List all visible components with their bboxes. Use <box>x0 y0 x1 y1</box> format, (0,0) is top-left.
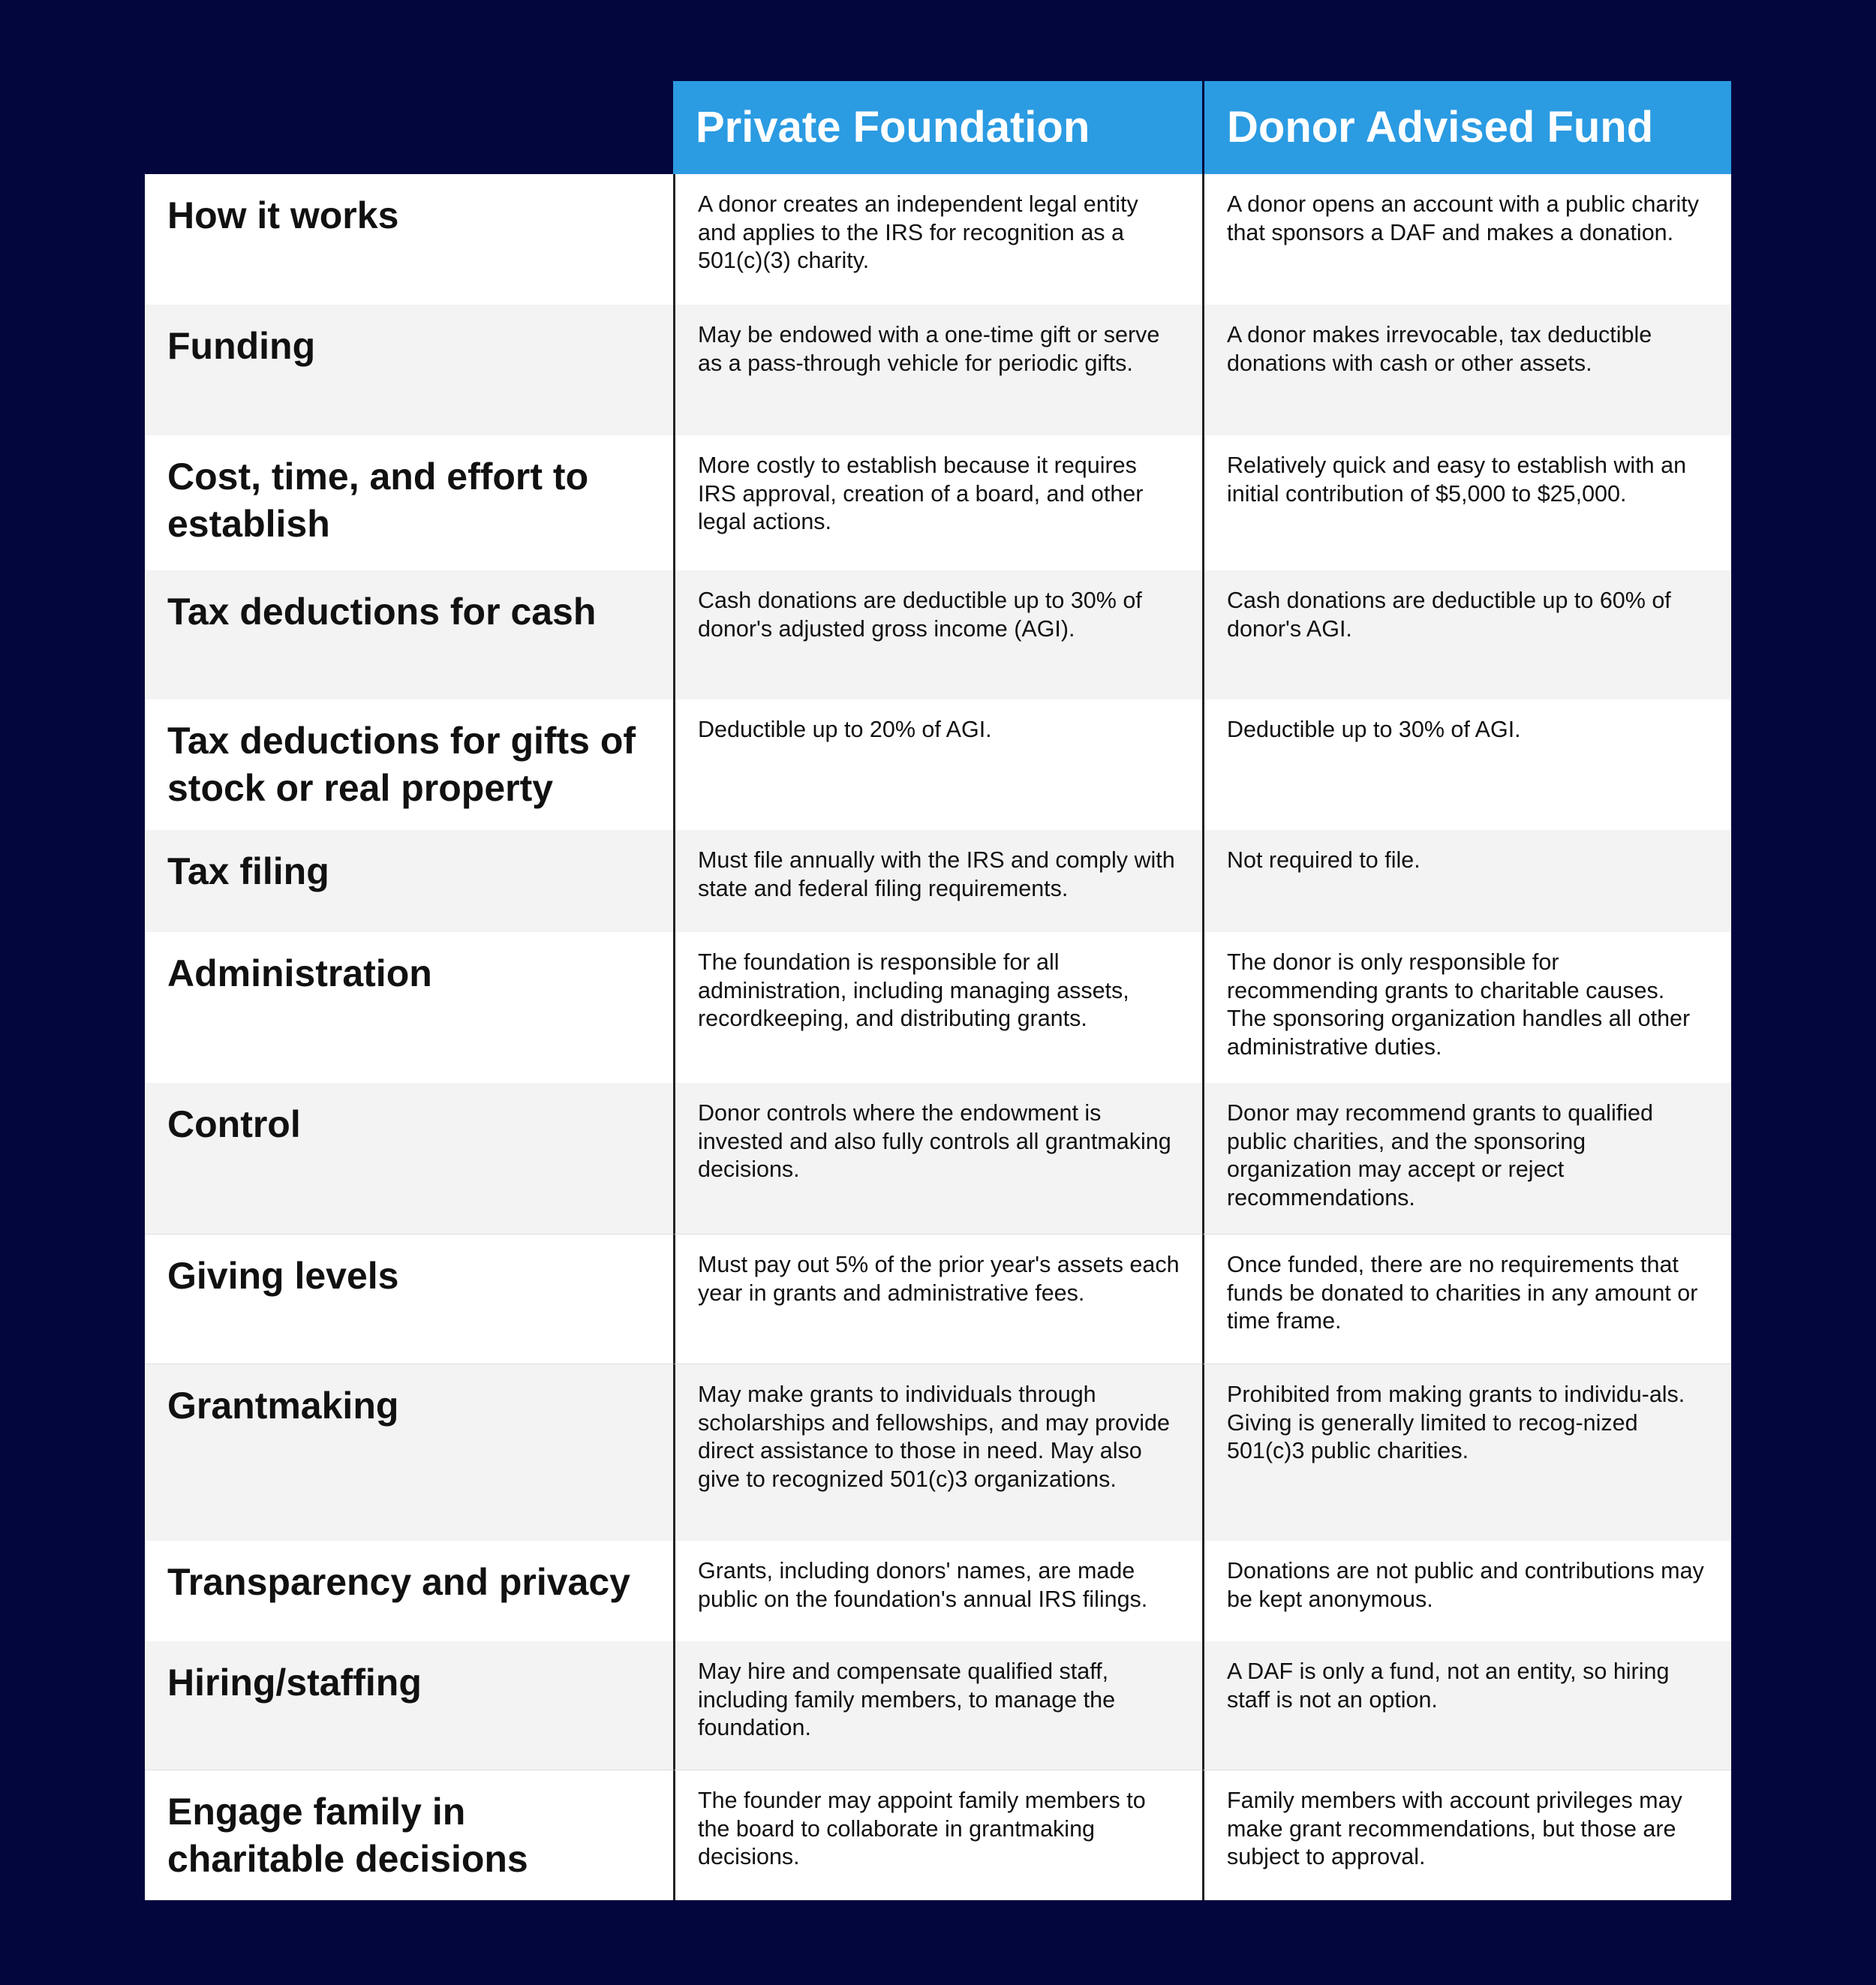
donor-advised-fund-cell: Donor may recommend grants to qualified public charities, and the sponsoring organization may accept or reject recommendations. <box>1202 1083 1731 1234</box>
private-foundation-cell: Must file annually with the IRS and comply with state and federal filing requirements. <box>673 830 1202 932</box>
row-label-tax-deductions-stock: Tax deductions for gifts of stock or real property <box>145 699 673 830</box>
private-foundation-cell: Donor controls where the endowment is invested and also fully controls all grantmaking decisions. <box>673 1083 1202 1234</box>
row-label-transparency-privacy: Transparency and privacy <box>145 1541 673 1641</box>
donor-advised-fund-cell: A donor makes irrevocable, tax deductible donations with cash or other assets. <box>1202 305 1731 435</box>
donor-advised-fund-cell: Once funded, there are no requirements that funds be donated to charities in any amount or time frame. <box>1202 1234 1731 1364</box>
row-label-how-it-works: How it works <box>145 174 673 305</box>
private-foundation-cell: May make grants to individuals through scholarships and fellowships, and may provide direct assistance to those in need. May also give to recognized 501(c)3 organizations. <box>673 1364 1202 1541</box>
row-label-engage-family: Engage family in charitable decisions <box>145 1770 673 1900</box>
private-foundation-cell: A donor creates an independent legal entity and applies to the IRS for recognition as a 501(c)(3) charity. <box>673 174 1202 305</box>
donor-advised-fund-cell: The donor is only responsible for recommending grants to charitable causes. The sponsoring organization handles all other administrative duties. <box>1202 932 1731 1083</box>
row-label-cost-time-effort: Cost, time, and effort to establish <box>145 435 673 570</box>
donor-advised-fund-cell: Donations are not public and contributions may be kept anonymous. <box>1202 1541 1731 1641</box>
private-foundation-cell: May hire and compensate qualified staff, including family members, to manage the foundation. <box>673 1641 1202 1770</box>
row-label-tax-deductions-cash: Tax deductions for cash <box>145 570 673 699</box>
donor-advised-fund-cell: Deductible up to 30% of AGI. <box>1202 699 1731 830</box>
private-foundation-cell: Deductible up to 20% of AGI. <box>673 699 1202 830</box>
row-label-giving-levels: Giving levels <box>145 1234 673 1364</box>
header-private-foundation: Private Foundation <box>673 81 1202 174</box>
row-label-administration: Administration <box>145 932 673 1083</box>
row-label-control: Control <box>145 1083 673 1234</box>
private-foundation-cell: Grants, including donors' names, are made public on the foundation's annual IRS filings. <box>673 1541 1202 1641</box>
donor-advised-fund-cell: A donor opens an account with a public charity that sponsors a DAF and makes a donation. <box>1202 174 1731 305</box>
private-foundation-cell: More costly to establish because it requires IRS approval, creation of a board, and other legal actions. <box>673 435 1202 570</box>
row-label-hiring-staffing: Hiring/staffing <box>145 1641 673 1770</box>
donor-advised-fund-cell: Not required to file. <box>1202 830 1731 932</box>
donor-advised-fund-cell: A DAF is only a fund, not an entity, so hiring staff is not an option. <box>1202 1641 1731 1770</box>
header-blank <box>145 81 673 174</box>
private-foundation-cell: May be endowed with a one-time gift or serve as a pass-through vehicle for periodic gifts. <box>673 305 1202 435</box>
row-label-funding: Funding <box>145 305 673 435</box>
header-donor-advised-fund: Donor Advised Fund <box>1202 81 1731 174</box>
comparison-table <box>145 81 1731 1900</box>
private-foundation-cell: The foundation is responsible for all administration, including managing assets, recordkeeping, and distributing grants. <box>673 932 1202 1083</box>
donor-advised-fund-cell: Prohibited from making grants to individu-als. Giving is generally limited to recog-nized 501(c)3 public charities. <box>1202 1364 1731 1541</box>
donor-advised-fund-cell: Cash donations are deductible up to 60% of donor's AGI. <box>1202 570 1731 699</box>
row-label-grantmaking: Grantmaking <box>145 1364 673 1541</box>
row-label-tax-filing: Tax filing <box>145 830 673 932</box>
private-foundation-cell: The founder may appoint family members to the board to collaborate in grantmaking decisions. <box>673 1770 1202 1900</box>
donor-advised-fund-cell: Family members with account privileges may make grant recommendations, but those are subject to approval. <box>1202 1770 1731 1900</box>
donor-advised-fund-cell: Relatively quick and easy to establish with an initial contribution of $5,000 to $25,000. <box>1202 435 1731 570</box>
private-foundation-cell: Must pay out 5% of the prior year's assets each year in grants and administrative fees. <box>673 1234 1202 1364</box>
private-foundation-cell: Cash donations are deductible up to 30% of donor's adjusted gross income (AGI). <box>673 570 1202 699</box>
